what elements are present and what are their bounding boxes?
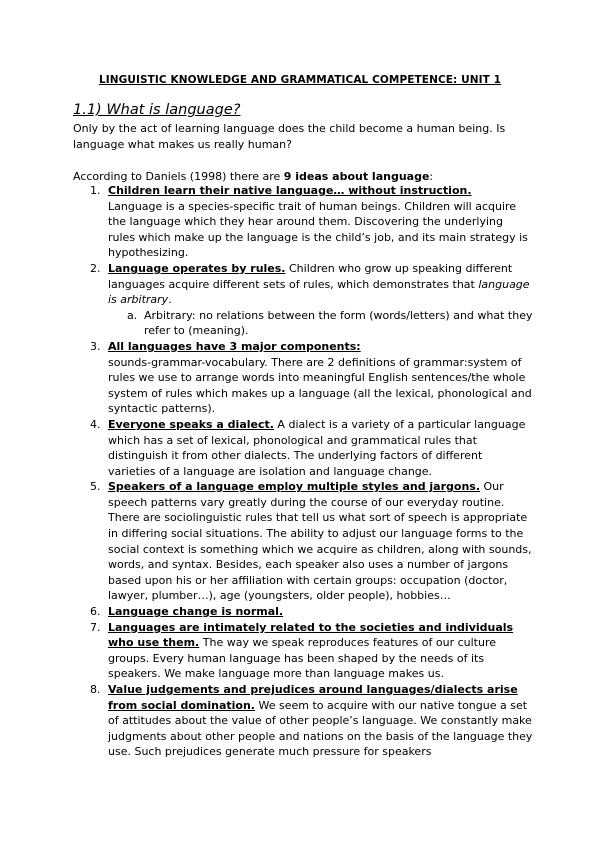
idea-body: Our speech patterns vary greatly during the course of our everyday routine. There are sociolinguistic rules that tell us what sort of speech is appropriate in differing social situations. The ability to adjust our language forms to the social context is something which we acquire as children, along with sounds, words, and syntax. Besides, each speaker also uses a number of jargons based upon his or her affiliation with certain groups: occupation (doctor, lawyer, plumber…), age (youngsters, older people), hobbies…: [108, 480, 532, 603]
idea-item-5: [73, 479, 533, 604]
lead-text: According to Daniels (1998) there are: [73, 170, 284, 183]
idea-heading: Language change is normal.: [108, 605, 284, 619]
idea-number: 5.: [90, 480, 101, 494]
idea-number: 2.: [90, 261, 101, 275]
lead-colon: :: [429, 170, 434, 183]
idea-body-end: .: [168, 293, 172, 307]
idea-heading: Children learn their native language… without instruction.: [108, 184, 472, 197]
idea-item-8: [73, 682, 533, 760]
idea-heading: Language operates by rules.: [108, 261, 286, 275]
sub-item-letter: a.: [127, 308, 138, 322]
idea-heading: Speakers of a language employ multiple styles and jargons.: [108, 480, 481, 494]
idea-item-4: [73, 417, 533, 479]
idea-item-6: [73, 604, 533, 620]
idea-number: 6.: [90, 605, 101, 619]
idea-heading: Everyone speaks a dialect.: [108, 417, 274, 431]
idea-sub-item: [108, 308, 533, 339]
section-heading: 1.1) What is language?: [73, 102, 241, 118]
idea-body: We seem to acquire with our native tongue a set of attitudes about the value of other people’s language. We constantly make judgments about other people and nations on the basis of the language they use. Such prejudices generate much pressure for speakers: [108, 698, 533, 759]
lead-bold-text: 9 ideas about language: [283, 170, 430, 183]
idea-item-3: [73, 339, 533, 417]
idea-body-italic: language is arbitrary: [108, 277, 530, 307]
idea-item-2: [73, 261, 533, 339]
idea-number: 3.: [90, 339, 101, 353]
idea-heading: Value judgements and prejudices around languages/dialects arise from social domination.: [108, 683, 518, 712]
sub-item-text: Arbitrary: no relations between the form (words/letters) and what they refer to (meaning).: [144, 308, 533, 338]
idea-item-1: [73, 183, 533, 261]
idea-number: 8.: [90, 683, 101, 696]
idea-body: sounds-grammar-vocabulary. There are 2 definitions of grammar:system of rules we use to arrange words into meaningful English sentences/the whole system of rules which makes up a language (all the lexical, phonological and syntactic patterns).: [108, 355, 532, 416]
idea-item-7: [73, 620, 533, 682]
document-title: LINGUISTIC KNOWLEDGE AND GRAMMATICAL COMPETENCE: UNIT 1: [98, 74, 502, 86]
intro-paragraph: Only by the act of learning language does the child become a human being. Is language what makes us really human?: [73, 122, 506, 151]
idea-sub-list: [108, 308, 533, 339]
idea-number: 4.: [90, 417, 101, 431]
idea-heading: Languages are intimately related to the societies and individuals who use them.: [108, 620, 514, 650]
idea-number: 1.: [90, 184, 101, 197]
idea-heading: All languages have 3 major components:: [108, 339, 361, 353]
ideas-list: [73, 183, 533, 760]
idea-body: Children who grow up speaking different languages acquire different sets of rules, which demonstrates that: [108, 261, 513, 291]
idea-body: The way we speak reproduces features of our culture groups. Every human language has been shaped by the needs of its speakers. We make language more than language makes us.: [108, 636, 497, 681]
idea-body: A dialect is a variety of a particular language which has a set of lexical, phonological and grammatical rules that distinguish it from other dialects. The underlying factors of different varieties of a language are isolation and language change.: [108, 417, 526, 478]
idea-body: Language is a species-specific trait of human beings. Children will acquire the language which they hear around them. Discovering the underlying rules which make up the language is the child’s job, and its main strategy is hypothesizing.: [108, 199, 528, 260]
idea-number: 7.: [90, 620, 101, 634]
